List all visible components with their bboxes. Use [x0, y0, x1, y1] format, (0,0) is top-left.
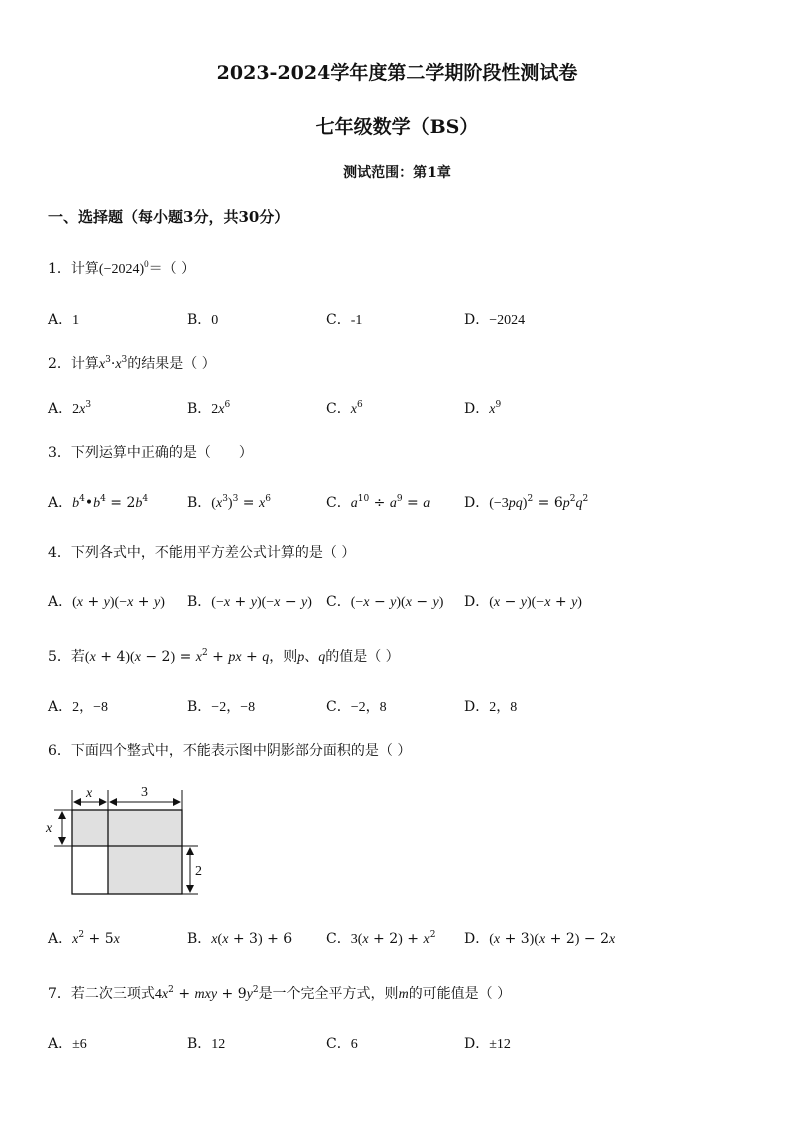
option-a[interactable]: A．±6: [48, 1036, 87, 1052]
option-c[interactable]: C．-1: [326, 312, 363, 328]
question-3: 3．下列运算中正确的是（ ）: [48, 445, 253, 461]
option-d[interactable]: D．$x^9$: [464, 400, 502, 417]
option-a[interactable]: A．$2x^3$: [48, 400, 92, 417]
shaded-bottom-right: [108, 846, 182, 894]
option-a[interactable]: A．1: [48, 312, 80, 328]
option-b[interactable]: B．−2，−8: [187, 699, 256, 715]
option-c[interactable]: C．−2，8: [326, 699, 387, 715]
question-7: 7．若二次三项式$4x^2$ + mxy + $9y^2$是一个完全平方式，则m的可能值是（ ）: [48, 985, 512, 1002]
question-6: 6．下面四个整式中，不能表示图中阴影部分面积的是（ ）: [48, 743, 412, 759]
option-a[interactable]: A．$x^2 + 5x$: [48, 930, 120, 947]
exam-subtitle: 七年级数学（BS）: [315, 116, 479, 138]
option-c[interactable]: C．(−x − y)(x − y): [326, 594, 444, 610]
question-1: 1．计算$(-2024)^0=$（ ）: [48, 259, 196, 277]
option-b[interactable]: B．(−x + y)(−x − y): [187, 594, 312, 610]
option-d[interactable]: D．±12: [464, 1036, 511, 1052]
test-scope: 测试范围：第1章: [343, 165, 451, 181]
option-c[interactable]: C．6: [326, 1036, 358, 1052]
question-2: 2．计算$x^3\cdot x^3$的结果是（ ）: [48, 355, 216, 372]
option-b[interactable]: B．$2x^6$: [187, 400, 231, 417]
area-figure: [40, 780, 220, 900]
option-d[interactable]: D．(x + 3)(x + 2) − 2x: [464, 931, 616, 947]
option-d[interactable]: D．$(-3pq)^2 = 6p^2q^2$: [464, 494, 589, 511]
option-c[interactable]: C．$a^{10} \div a^9 = a$: [326, 494, 431, 511]
option-a[interactable]: A．$b^4•b^4 = 2b^4$: [48, 494, 149, 511]
option-c[interactable]: C．$3(x + 2) + x^2$: [326, 930, 436, 947]
label-2: 2: [195, 864, 202, 879]
option-d[interactable]: D．2，8: [464, 699, 518, 715]
option-c[interactable]: C．$x^6$: [326, 400, 363, 417]
label-x-top: x: [86, 786, 93, 801]
option-b[interactable]: B．$(x^3)^3 = x^6$: [187, 494, 271, 511]
question-4: 4．下列各式中，不能用平方差公式计算的是（ ）: [48, 545, 356, 561]
option-b[interactable]: B．12: [187, 1036, 226, 1052]
section-heading: 一、选择题（每小题3分，共30分）: [48, 208, 290, 226]
option-d[interactable]: D．(x − y)(−x + y): [464, 594, 582, 610]
option-b[interactable]: B．0: [187, 312, 219, 328]
option-a[interactable]: A．(x + y)(−x + y): [48, 594, 165, 610]
label-3: 3: [141, 785, 148, 800]
option-b[interactable]: B．x(x + 3) + 6: [187, 931, 293, 947]
exam-title: 2023-2024学年度第二学期阶段性测试卷: [216, 62, 578, 84]
option-d[interactable]: D．−2024: [464, 312, 526, 328]
shaded-top-right: [108, 810, 182, 846]
option-a[interactable]: A．2，−8: [48, 699, 109, 715]
label-x-left: x: [46, 821, 53, 836]
shaded-top-left: [72, 810, 108, 846]
question-5: 5．若$(x + 4)(x - 2) = x^2$ + px + q，则p、q的值是（ ）: [48, 648, 400, 665]
